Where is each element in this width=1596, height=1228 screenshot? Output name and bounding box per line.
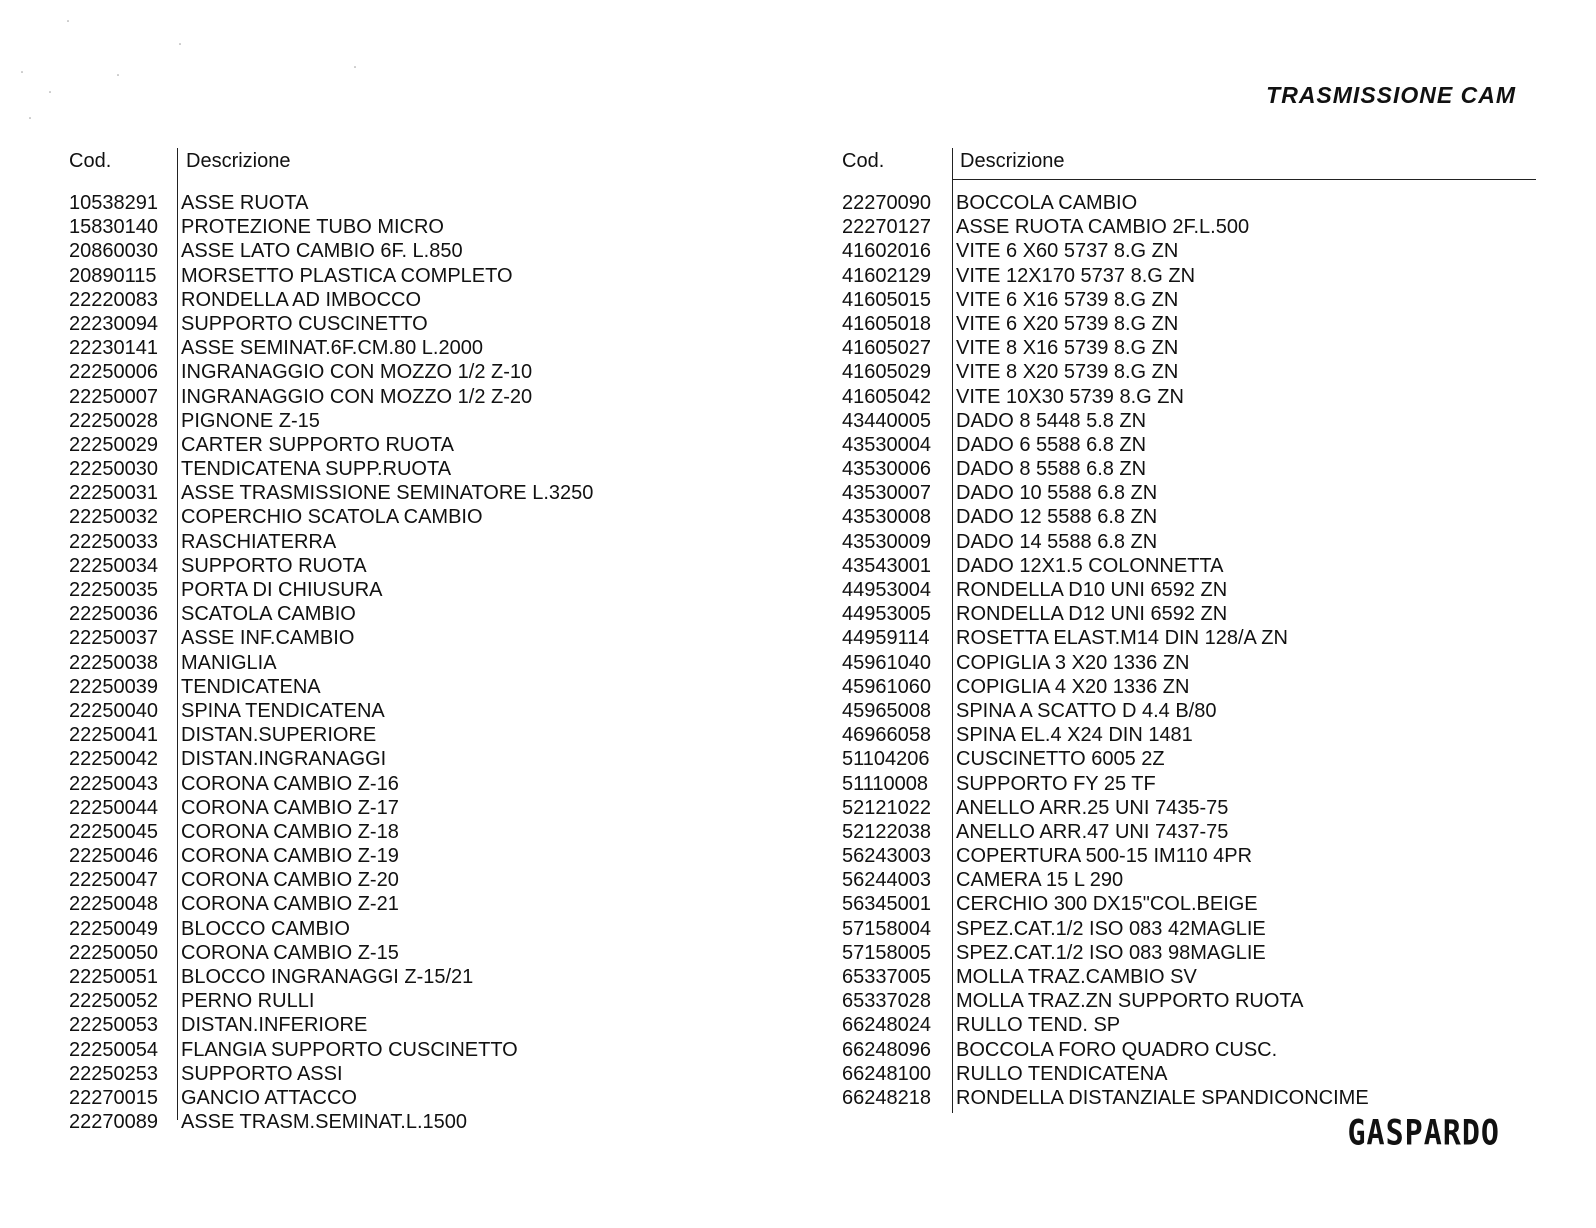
part-description: SPINA TENDICATENA: [181, 699, 385, 722]
part-code: 22250038: [69, 651, 158, 674]
part-description: TENDICATENA: [181, 675, 321, 698]
part-code: 22250050: [69, 941, 158, 964]
part-description: CAMERA 15 L 290: [956, 869, 1124, 892]
part-description: VITE 6 X60 5737 8.G ZN: [956, 240, 1179, 263]
part-description: CORONA CAMBIO Z-20: [181, 869, 399, 892]
part-description: ANELLO ARR.25 UNI 7435-75: [956, 796, 1229, 819]
part-code: 10538291: [69, 192, 158, 214]
parts-table-left: [69, 148, 789, 1134]
part-code: 22250034: [69, 554, 158, 577]
part-code: 22250032: [69, 506, 158, 529]
part-code: 56345001: [842, 893, 931, 916]
column-divider: [952, 148, 953, 1113]
part-description: GANCIO ATTACCO: [181, 1086, 357, 1109]
part-description: VITE 8 X16 5739 8.G ZN: [956, 337, 1179, 360]
part-code: 65337005: [842, 966, 931, 988]
part-code: 43543001: [842, 554, 931, 577]
part-description: CUSCINETTO 6005 2Z: [956, 748, 1165, 771]
part-description: RONDELLA AD IMBOCCO: [181, 288, 422, 311]
part-description: ROSETTA ELAST.M14 DIN 128/A ZN: [956, 627, 1288, 650]
part-code: 45961060: [842, 675, 931, 698]
part-description: MOLLA TRAZ.CAMBIO SV: [956, 966, 1197, 988]
part-description: ANELLO ARR.47 UNI 7437-75: [956, 820, 1229, 843]
part-code: 57158004: [842, 917, 931, 940]
part-description: ASSE TRASM.SEMINAT.L.1500: [181, 1111, 468, 1134]
part-code: 22250031: [69, 482, 158, 505]
header-code: Cod.: [842, 150, 885, 172]
part-code: 41602016: [842, 240, 931, 263]
part-description: VITE 6 X20 5739 8.G ZN: [956, 312, 1179, 335]
part-code: 22250029: [69, 433, 158, 456]
part-description: ASSE RUOTA CAMBIO 2F.L.500: [956, 216, 1250, 239]
part-description: INGRANAGGIO CON MOZZO 1/2 Z-20: [181, 385, 533, 408]
part-code: 22250048: [69, 893, 158, 916]
part-code: 56244003: [842, 869, 931, 892]
part-code: 22250053: [69, 1014, 158, 1037]
part-description: CORONA CAMBIO Z-17: [181, 796, 399, 819]
part-description: RONDELLA D10 UNI 6592 ZN: [956, 579, 1228, 601]
part-description: DADO 8 5588 6.8 ZN: [956, 458, 1147, 481]
part-description: CARTER SUPPORTO RUOTA: [181, 433, 455, 456]
part-description: SPINA A SCATTO D 4.4 B/80: [956, 699, 1217, 722]
part-description: DADO 12X1.5 COLONNETTA: [956, 554, 1224, 577]
part-code: 52121022: [842, 796, 931, 819]
part-description: RULLO TENDICATENA: [956, 1062, 1168, 1085]
part-code: 57158005: [842, 941, 931, 964]
part-description: INGRANAGGIO CON MOZZO 1/2 Z-10: [181, 361, 533, 384]
part-code: 22250006: [69, 361, 158, 384]
header-description: Descrizione: [186, 150, 291, 172]
part-description: VITE 12X170 5737 8.G ZN: [956, 264, 1196, 287]
part-description: PORTA DI CHIUSURA: [181, 579, 383, 601]
part-description: COPIGLIA 4 X20 1336 ZN: [956, 675, 1190, 698]
part-description: CORONA CAMBIO Z-19: [181, 845, 399, 868]
page-title: TRASMISSIONE CAM: [1266, 82, 1516, 108]
part-code: 22250045: [69, 820, 158, 843]
part-description: RONDELLA D12 UNI 6592 ZN: [956, 603, 1228, 626]
part-code: 20860030: [69, 240, 158, 263]
part-code: 41605042: [842, 385, 931, 408]
part-code: 43530004: [842, 433, 931, 456]
part-code: 43530007: [842, 482, 931, 505]
part-code: 45965008: [842, 699, 931, 722]
table-header: [69, 148, 789, 182]
part-code: 22250036: [69, 603, 158, 626]
part-code: 22250044: [69, 796, 158, 819]
part-code: 46966058: [842, 724, 931, 747]
part-code: 52122038: [842, 820, 931, 843]
part-description: ASSE INF.CAMBIO: [181, 627, 355, 650]
header-code: Cod.: [69, 150, 112, 172]
part-description: CORONA CAMBIO Z-16: [181, 772, 399, 795]
part-description: BLOCCO CAMBIO: [181, 917, 350, 940]
part-description: DADO 8 5448 5.8 ZN: [956, 409, 1147, 432]
parts-table-right: [842, 148, 1547, 1109]
part-description: COPERTURA 500-15 IM110 4PR: [956, 845, 1253, 868]
part-code: 22250043: [69, 772, 158, 795]
part-code: 44959114: [842, 627, 930, 650]
part-description: ASSE RUOTA: [181, 192, 309, 214]
part-code: 43530009: [842, 530, 931, 553]
part-code: 22250042: [69, 748, 158, 771]
part-code: 66248024: [842, 1014, 931, 1037]
part-code: 41605027: [842, 337, 931, 360]
table-header: [842, 148, 1547, 182]
part-description: SUPPORTO FY 25 TF: [956, 772, 1156, 795]
part-description: DISTAN.INGRANAGGI: [181, 748, 387, 771]
part-description: DISTAN.INFERIORE: [181, 1014, 368, 1037]
part-code: 44953004: [842, 579, 931, 601]
part-description: RULLO TEND. SP: [956, 1014, 1121, 1037]
part-code: 41605015: [842, 288, 931, 311]
part-description: SUPPORTO RUOTA: [181, 554, 367, 577]
part-code: 22250035: [69, 579, 158, 601]
part-description: RASCHIATERRA: [181, 530, 337, 553]
part-description: DADO 12 5588 6.8 ZN: [956, 506, 1158, 529]
part-description: ASSE LATO CAMBIO 6F. L.850: [181, 240, 463, 263]
part-code: 22250049: [69, 917, 158, 940]
part-description: PERNO RULLI: [181, 990, 315, 1013]
part-description: CORONA CAMBIO Z-18: [181, 820, 399, 843]
part-code: 22250040: [69, 699, 158, 722]
part-code: 56243003: [842, 845, 931, 868]
part-description: DADO 6 5588 6.8 ZN: [956, 433, 1147, 456]
part-description: DISTAN.SUPERIORE: [181, 724, 377, 747]
part-description: SCATOLA CAMBIO: [181, 603, 356, 626]
part-description: VITE 10X30 5739 8.G ZN: [956, 385, 1184, 408]
part-description: CORONA CAMBIO Z-21: [181, 893, 399, 916]
part-code: 43530006: [842, 458, 931, 481]
part-description: DADO 14 5588 6.8 ZN: [956, 530, 1158, 553]
part-code: 22250046: [69, 845, 158, 868]
part-description: SUPPORTO CUSCINETTO: [181, 312, 428, 335]
part-code: 41605029: [842, 361, 931, 384]
part-description: MANIGLIA: [181, 651, 277, 674]
part-description: SPEZ.CAT.1/2 ISO 083 42MAGLIE: [956, 917, 1266, 940]
part-code: 22230094: [69, 312, 158, 335]
part-description: BLOCCO INGRANAGGI Z-15/21: [181, 966, 474, 988]
part-description: PIGNONE Z-15: [181, 409, 320, 432]
part-description: SPEZ.CAT.1/2 ISO 083 98MAGLIE: [956, 941, 1266, 964]
part-description: COPERCHIO SCATOLA CAMBIO: [181, 506, 483, 529]
part-code: 22250028: [69, 409, 158, 432]
part-description: TENDICATENA SUPP.RUOTA: [181, 458, 452, 481]
part-code: 22230141: [69, 337, 158, 360]
part-code: 22250030: [69, 458, 158, 481]
part-description: VITE 8 X20 5739 8.G ZN: [956, 361, 1179, 384]
part-code: 66248218: [842, 1086, 931, 1109]
part-code: 22270127: [842, 216, 931, 239]
part-code: 22250039: [69, 675, 158, 698]
part-description: BOCCOLA FORO QUADRO CUSC.: [956, 1038, 1278, 1061]
scan-specks: [20, 20, 380, 130]
part-code: 22250041: [69, 724, 158, 747]
part-description: BOCCOLA CAMBIO: [956, 192, 1138, 214]
part-description: VITE 6 X16 5739 8.G ZN: [956, 288, 1179, 311]
part-description: DADO 10 5588 6.8 ZN: [956, 482, 1158, 505]
part-description: SUPPORTO ASSI: [181, 1062, 343, 1085]
part-code: 44953005: [842, 603, 931, 626]
part-description: RONDELLA DISTANZIALE SPANDICONCIME: [956, 1086, 1369, 1109]
part-description: MOLLA TRAZ.ZN SUPPORTO RUOTA: [956, 990, 1304, 1013]
part-description: FLANGIA SUPPORTO CUSCINETTO: [181, 1038, 518, 1061]
part-code: 66248100: [842, 1062, 931, 1085]
part-description: PROTEZIONE TUBO MICRO: [181, 216, 444, 239]
part-code: 22250052: [69, 990, 158, 1013]
part-code: 22250047: [69, 869, 158, 892]
part-description: SPINA EL.4 X24 DIN 1481: [956, 724, 1193, 747]
part-code: 41602129: [842, 264, 931, 287]
part-code: 51104206: [842, 748, 930, 771]
part-description: CERCHIO 300 DX15"COL.BEIGE: [956, 893, 1258, 916]
part-code: 65337028: [842, 990, 931, 1013]
part-code: 45961040: [842, 651, 931, 674]
column-divider: [177, 148, 178, 1120]
part-code: 22250051: [69, 966, 158, 988]
part-code: 41605018: [842, 312, 931, 335]
part-description: ASSE SEMINAT.6F.CM.80 L.2000: [181, 337, 483, 360]
part-code: 22250033: [69, 530, 158, 553]
part-code: 22250037: [69, 627, 158, 650]
part-code: 22220083: [69, 288, 158, 311]
part-code: 43530008: [842, 506, 931, 529]
part-code: 22270089: [69, 1111, 158, 1134]
part-code: 51110008: [842, 772, 929, 795]
part-code: 22270090: [842, 192, 931, 214]
part-code: 43440005: [842, 409, 931, 432]
part-code: 22250007: [69, 385, 158, 408]
part-code: 15830140: [69, 216, 158, 239]
part-code: 66248096: [842, 1038, 931, 1061]
part-code: 22250253: [69, 1062, 158, 1085]
part-description: COPIGLIA 3 X20 1336 ZN: [956, 651, 1190, 674]
part-code: 20890115: [69, 264, 157, 287]
part-description: ASSE TRASMISSIONE SEMINATORE L.3250: [181, 482, 594, 505]
header-description: Descrizione: [960, 150, 1065, 172]
part-description: MORSETTO PLASTICA COMPLETO: [181, 264, 513, 287]
part-code: 22270015: [69, 1086, 158, 1109]
part-code: 22250054: [69, 1038, 158, 1061]
brand-logo: GASPARDO: [1347, 1113, 1500, 1154]
part-description: CORONA CAMBIO Z-15: [181, 941, 399, 964]
